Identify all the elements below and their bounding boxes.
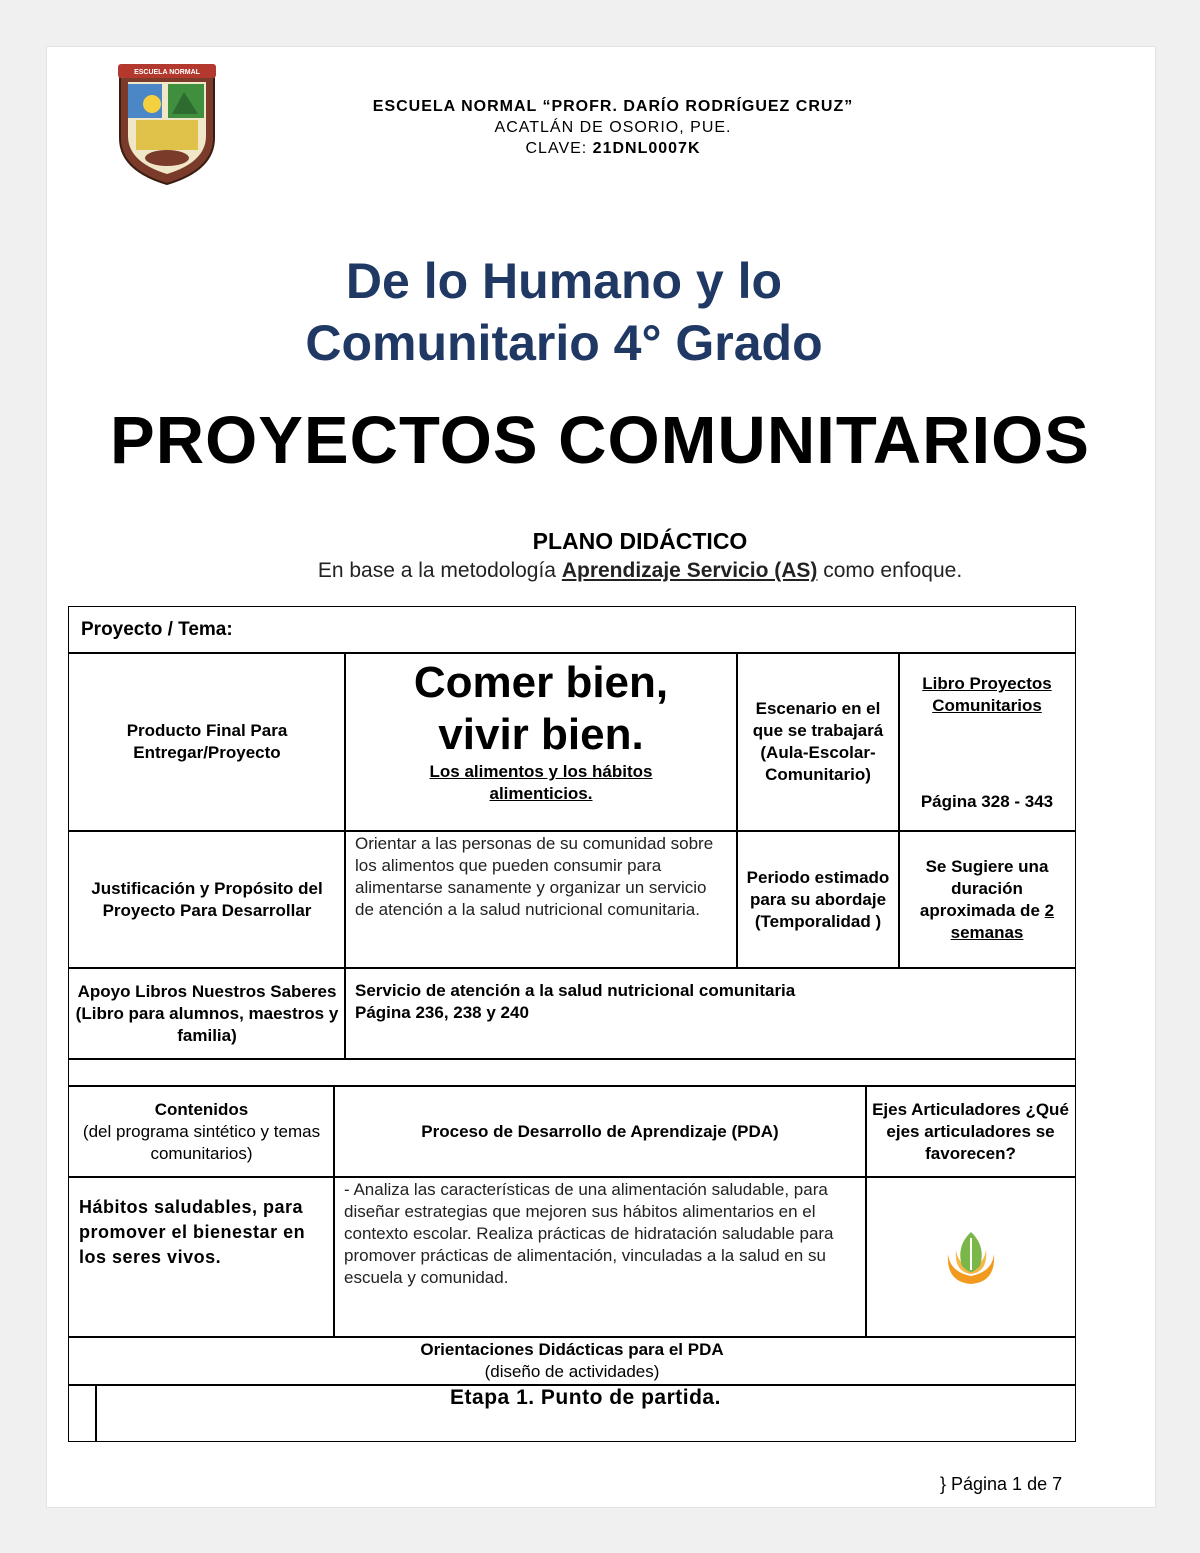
apoyo-text-2: Página 236, 238 y 240 [355, 1003, 529, 1022]
periodo-text: Periodo estimado para su abordaje (Temporalidad ) [746, 867, 890, 931]
subject-line-2: Comunitario 4° Grado [305, 315, 823, 371]
pda-text-cell [333, 1176, 867, 1338]
ejes-label-text: Ejes Articuladores ¿Qué ejes articuladores se favorecen? [872, 1099, 1069, 1163]
justificacion-label [68, 830, 346, 969]
apoyo-label [68, 967, 346, 1060]
proyecto-tema-cell [68, 606, 1076, 654]
orientaciones-cell [68, 1336, 1076, 1386]
orientaciones-label: Orientaciones Didácticas para el PDA [420, 1340, 724, 1359]
producto-final-label [68, 652, 346, 832]
school-name: ESCUELA NORMAL “PROFR. DARÍO RODRÍGUEZ CRUZ” [372, 98, 854, 115]
apoyo-text-cell [344, 967, 1076, 1060]
duracion-pre: Se Sugiere una duración aproximada de [919, 856, 1049, 920]
contenido-text: Hábitos saludables, para promover el bienestar en los seres vivos. [79, 1197, 306, 1267]
contenidos-title: Contenidos [154, 1099, 249, 1119]
school-location: ACATLÁN DE OSORIO, PUE. [494, 119, 732, 136]
subject-title [200, 250, 928, 374]
school-clave [300, 140, 926, 158]
justificacion-text: Orientar a las personas de su comunidad sobre los alimentos que pueden consumir para alimentarse sanamente y organizar un servicio de atención a la salud nutricional comunitaria. [355, 834, 714, 919]
subject-line-1: De lo Humano y lo [345, 253, 783, 309]
svg-text:ESCUELA NORMAL: ESCUELA NORMAL [134, 69, 200, 76]
apoyo-label-2: (Libro para alumnos, maestros y familia) [75, 1003, 339, 1045]
spacer-row [68, 1058, 1076, 1087]
clave-value: 21DNL0007K [592, 140, 701, 157]
etapa-left-narrow [68, 1384, 97, 1442]
justificacion-label-text: Justificación y Propósito del Proyecto Para Desarrollar [91, 878, 323, 920]
etapa-label: Etapa 1. Punto de partida. [450, 1386, 721, 1409]
ejes-label [865, 1085, 1076, 1178]
project-title-line-1: Comer bien, [413, 658, 669, 707]
page-number: } Página 1 de 7 [940, 1474, 1063, 1494]
project-title-cell [344, 652, 738, 832]
project-subtitle: Los alimentos y los hábitos alimenticios. [429, 762, 653, 803]
apoyo-text-1: Servicio de atención a la salud nutricional comunitaria [355, 981, 796, 1000]
apoyo-label-1: Apoyo Libros Nuestros Saberes [77, 981, 337, 1001]
clave-label: CLAVE: [525, 140, 593, 157]
duracion-cell [898, 830, 1076, 969]
pda-label [333, 1085, 867, 1178]
contenido-text-cell [68, 1176, 335, 1338]
duracion-unit: semanas [950, 922, 1024, 942]
main-title: PROYECTOS COMUNITARIOS [110, 403, 1090, 478]
libro-cell [898, 652, 1076, 832]
plano-title: PLANO DIDÁCTICO [532, 528, 748, 554]
methodology-post: como enfoque. [817, 559, 963, 582]
periodo-label [736, 830, 900, 969]
escenario-label [736, 652, 900, 832]
etapa-cell [95, 1384, 1076, 1442]
duracion-text [905, 856, 1069, 944]
ejes-icon-cell [865, 1176, 1076, 1338]
vida-saludable-icon [938, 1224, 1004, 1290]
methodology-line [200, 559, 1080, 583]
project-title-line-2: vivir bien. [438, 710, 644, 759]
methodology-name: Aprendizaje Servicio (AS) [561, 559, 818, 582]
pda-text: - Analiza las características de una alimentación saludable, para diseñar estrategias que mejoren sus hábitos alimentarios en el contexto escolar. Realiza prácticas de hidratación saludable para promover prácticas de alimentación, vinculadas a la salud en su escuela y comunidad. [344, 1180, 834, 1287]
libro-pages: Página 328 - 343 [920, 792, 1054, 811]
producto-final-text: Producto Final Para Entregar/Proyecto [126, 721, 288, 762]
orientaciones-sub: (diseño de actividades) [484, 1362, 660, 1381]
school-crest-logo [112, 58, 222, 186]
contenidos-sub: (del programa sintético y temas comunitarios) [82, 1121, 321, 1163]
proyecto-tema-label: Proyecto / Tema: [81, 619, 233, 640]
duracion-num: 2 [1044, 900, 1055, 920]
methodology-pre: En base a la metodología [317, 559, 562, 582]
libro-label: Libro Proyectos Comunitarios [922, 674, 1052, 715]
contenidos-label [68, 1085, 335, 1178]
justificacion-text-cell [344, 830, 738, 969]
escenario-text: Escenario en el que se trabajará (Aula-Escolar-Comunitario) [752, 699, 884, 784]
pda-label-text: Proceso de Desarrollo de Aprendizaje (PDA) [421, 1121, 779, 1141]
